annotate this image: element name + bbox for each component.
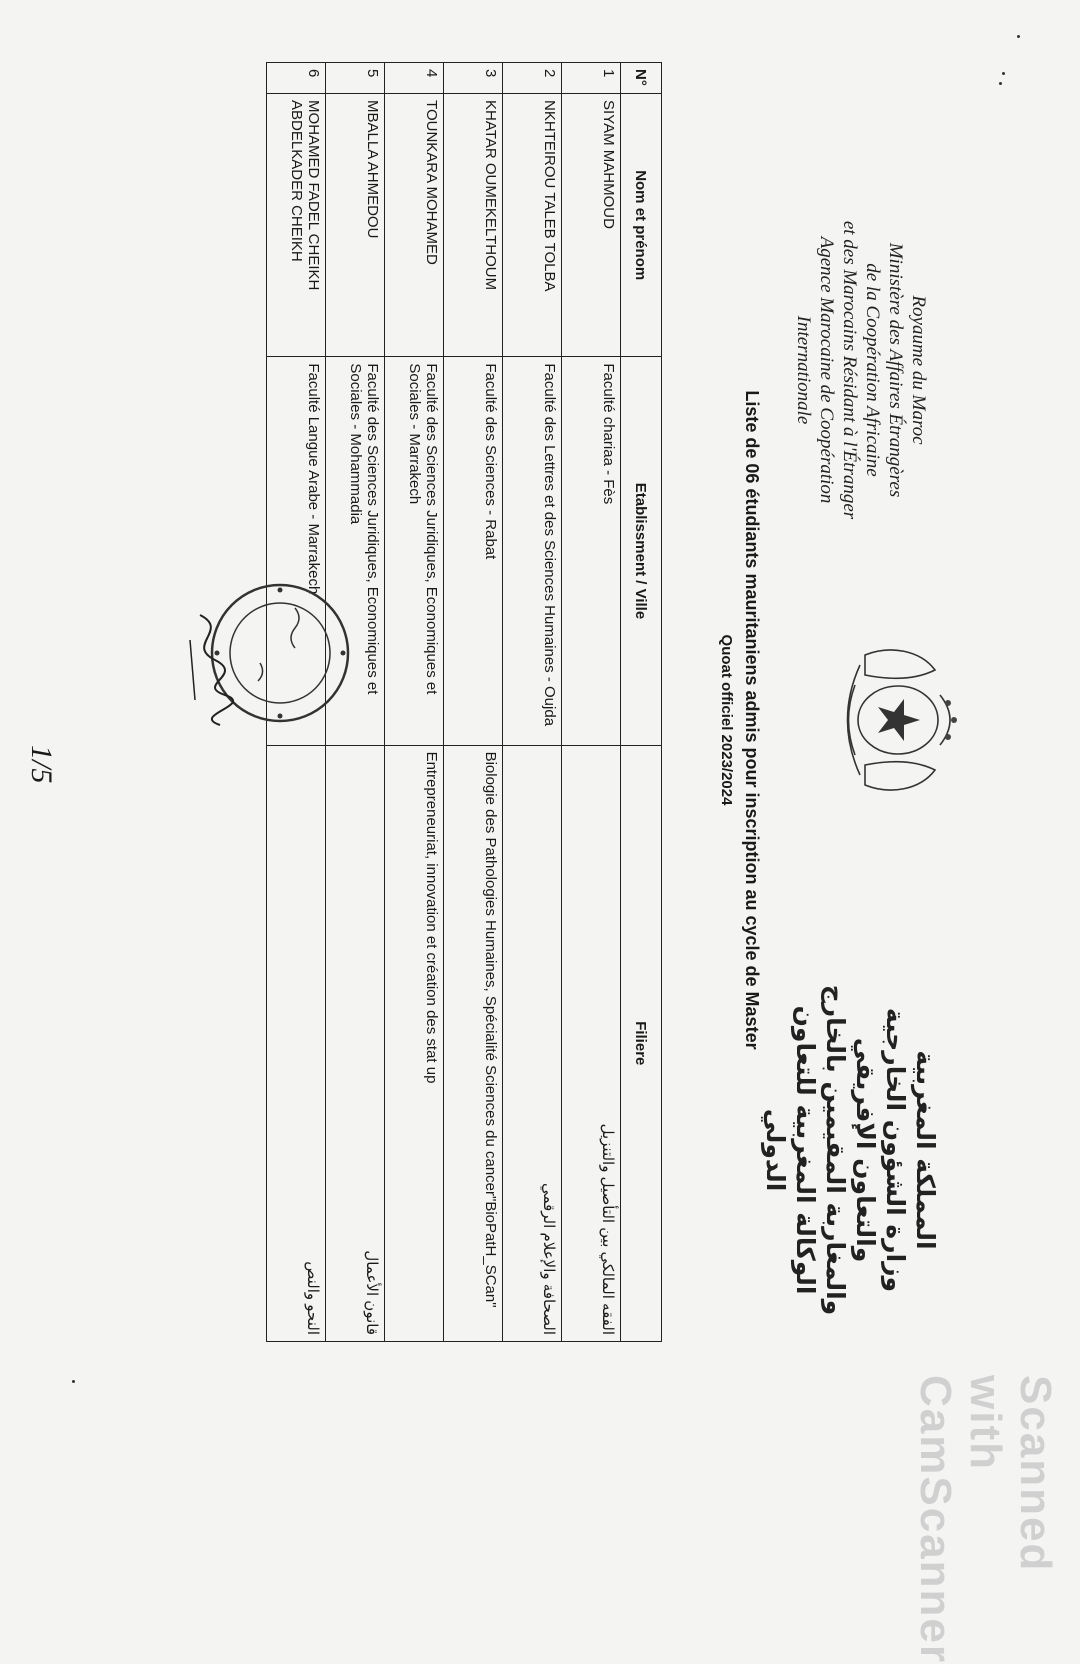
cell-name: SIYAM MAHMOUD	[562, 94, 621, 357]
page-number: 1/5	[25, 745, 58, 784]
header-ar-line: وزارة الشؤون الخارجية	[881, 1007, 910, 1293]
cell-num: 1	[562, 63, 621, 94]
cell-etablissement: Faculté des Sciences - Rabat	[444, 357, 503, 745]
header-filiere: Filiere	[621, 745, 662, 1341]
cell-filiere	[562, 745, 621, 1341]
cell-etablissement: Faculté Langue Arabe - Marrakech	[267, 357, 326, 745]
cell-num: 4	[385, 63, 444, 94]
cell-filiere-ar: الصحافة والإعلام الرقمي	[540, 1182, 557, 1335]
document-subtitle: Quoat officiel 2023/2024	[718, 634, 735, 806]
cell-etablissement: Faculté chariaa - Fès	[562, 357, 621, 745]
cell-name: KHATAR OUMEKELTHOUM	[444, 94, 503, 357]
header-ar-line: المملكة المغربية	[911, 1050, 940, 1250]
cell-name: MBALLA AHMEDOU	[326, 94, 385, 357]
header-arabic	[760, 900, 940, 1400]
header-etablissement: Etablissment / Ville	[621, 357, 662, 745]
table-row	[562, 63, 621, 1342]
cell-filiere: Entrepreneuriat, innovation et création des stat up	[385, 745, 444, 1341]
cell-num: 6	[267, 63, 326, 94]
header-ar-line: والمغاربة المقيمين بالخارج	[821, 984, 850, 1316]
table-row	[503, 63, 562, 1342]
cell-name: MOHAMED FADEL CHEIKH ABDELKADER CHEIKH	[267, 94, 326, 357]
header-fr-line: Ministère des Affaires Étrangères	[885, 242, 906, 498]
cell-name: NKHTEIROU TALEB TOLBA	[503, 94, 562, 357]
cell-num: 3	[444, 63, 503, 94]
cell-filiere	[503, 745, 562, 1341]
header-fr-line: et des Marocains Résidant à l'Étranger	[839, 220, 860, 520]
table-header-row	[621, 63, 662, 1342]
header-fr-line: Royaume du Maroc	[908, 295, 929, 445]
header-fr-line: de la Coopération Africaine	[862, 263, 883, 477]
header-num: N°	[621, 63, 662, 94]
table-row	[385, 63, 444, 1342]
cell-filiere-ar: قانون الأعمال	[363, 1250, 380, 1335]
table-row	[444, 63, 503, 1342]
scanner-watermark: Scanned with CamScanner	[911, 1375, 1060, 1664]
header-ar-line: الوكالة المغربية للتعاون	[791, 1005, 820, 1295]
cell-filiere	[326, 745, 385, 1341]
cell-filiere-ar: الفقه المالكي بين التأصيل والتنزيل	[599, 1123, 616, 1335]
cell-filiere-ar: النحو والنص	[304, 1261, 321, 1335]
header-name: Nom et prénom	[621, 94, 662, 357]
document-title: Liste de 06 étudiants mauritaniens admis pour inscription au cycle de Master	[742, 390, 762, 1050]
header-ar-line: الدولي	[761, 1108, 790, 1192]
header-fr-line: Agence Marocaine de Coopération	[816, 236, 837, 504]
cell-etablissement: Faculté des Sciences Juridiques, Economiques et Sociales - Mohammadia	[326, 357, 385, 745]
header-ar-line: والتعاون الإفريقي	[851, 1037, 880, 1263]
cell-filiere	[267, 745, 326, 1341]
cell-num: 5	[326, 63, 385, 94]
royal-emblem-icon	[840, 625, 960, 815]
header-fr-line: Internationale	[793, 315, 814, 425]
cell-etablissement: Faculté des Sciences Juridiques, Economiques et Sociales - Marrakech	[385, 357, 444, 745]
cell-filiere: Biologie des Pathologies Humaines, Spécialité Sciences du cancer"BioPatH_SCan"	[444, 745, 503, 1341]
cell-etablissement: Faculté des Lettres et des Sciences Humaines - Oujda	[503, 357, 562, 745]
cell-name: TOUNKARA MOHAMED	[385, 94, 444, 357]
header-french	[792, 140, 930, 600]
signature-icon	[180, 610, 240, 730]
cell-num: 2	[503, 63, 562, 94]
